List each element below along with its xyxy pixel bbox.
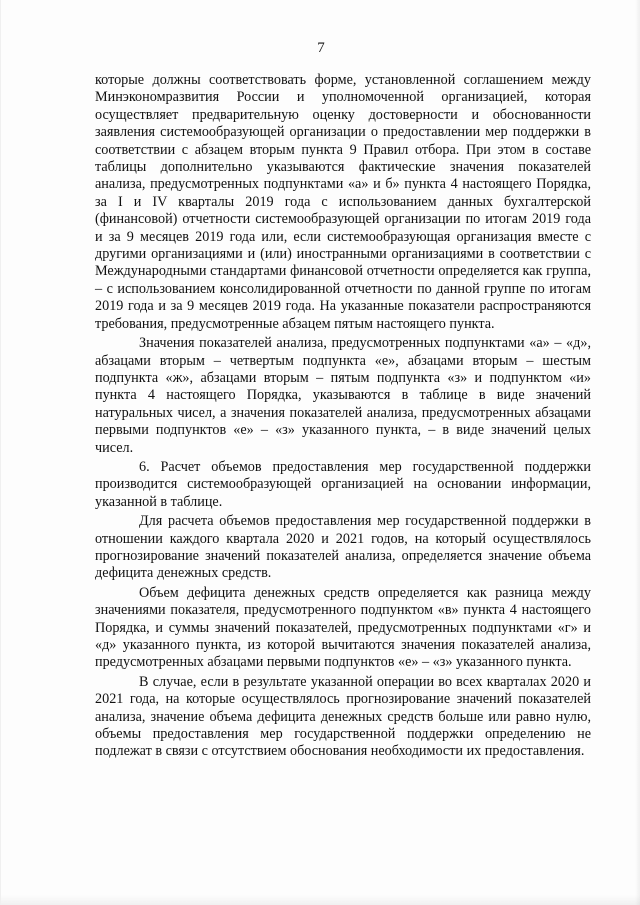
- document-body: [95, 72, 591, 763]
- page-edge-shadow: [635, 0, 640, 905]
- page-bottom-shadow: [1, 895, 640, 905]
- paragraph-continuation: которые должны соответствовать форме, установленной соглашением между Минэкономразвития России и уполномоченной организацией, которая осуществляет предварительную оценку достоверности и обоснованности заявления системообразующей организации о предоставлении мер поддержки в соответствии с абзацем вторым пункта 9 Правил отбора. При этом в составе таблицы дополнительно указываются фактические значения показателей анализа, предусмотренных подпунктами «а» и б» пункта 4 настоящего Порядка, за I и IV кварталы 2019 года с использованием данных бухгалтерской (финансовой) отчетности системообразующей организации по итогам 2019 года и за 9 месяцев 2019 года или, если системообразующая организация вместе с другими организациями и (или) иностранными организациями в соответствии с Международными стандартами финансовой отчетности определяется как группа, – с использованием консолидированной отчетности по данной группе по итогам 2019 года и за 9 месяцев 2019 года. На указанные показатели распространяются требования, предусмотренные абзацем пятым настоящего пункта.: [95, 72, 591, 332]
- paragraph-deficit-calculation: Для расчета объемов предоставления мер государственной поддержки в отношении каждого квартала 2020 и 2021 годов, на который осуществлялось прогнозирование значений показателей анализа, определяется значение объема дефицита денежных средств.: [95, 513, 591, 582]
- paragraph-indicator-values: Значения показателей анализа, предусмотренных подпунктами «а» – «д», абзацами вторым – четвертым подпункта «е», абзацами вторым – шестым подпункта «ж», абзацами вторым – пятым подпункта «з» и подпунктом «и» пункта 4 настоящего Порядка, указываются в таблице в виде значений натуральных чисел, а значения показателей анализа, предусмотренных абзацами первыми подпунктов «е» – «з» указанного пункта, – в виде значений целых чисел.: [95, 335, 591, 456]
- paragraph-item-6: 6. Расчет объемов предоставления мер государственной поддержки производится системообразующей организацией на основании информации, указанной в таблице.: [95, 458, 591, 510]
- page-number: 7: [317, 40, 325, 56]
- paragraph-deficit-definition: Объем дефицита денежных средств определяется как разница между значениями показателя, предусмотренного подпунктом «в» пункта 4 настоящего Порядка, и суммы значений показателей, предусмотренных подпунктами «г» и «д» указанного пункта, из которой вычитаются значения показателей анализа, предусмотренных абзацами первыми подпунктов «е» – «з» указанного пункта.: [95, 584, 591, 671]
- paragraph-no-support-case: В случае, если в результате указанной операции во всех кварталах 2020 и 2021 года, на которые осуществлялось прогнозирование значений показателей анализа, значение объема дефицита денежных средств больше или равно нулю, объемы предоставления мер государственной поддержки определению не подлежат в связи с отсутствием обоснования необходимости их предоставления.: [95, 673, 591, 760]
